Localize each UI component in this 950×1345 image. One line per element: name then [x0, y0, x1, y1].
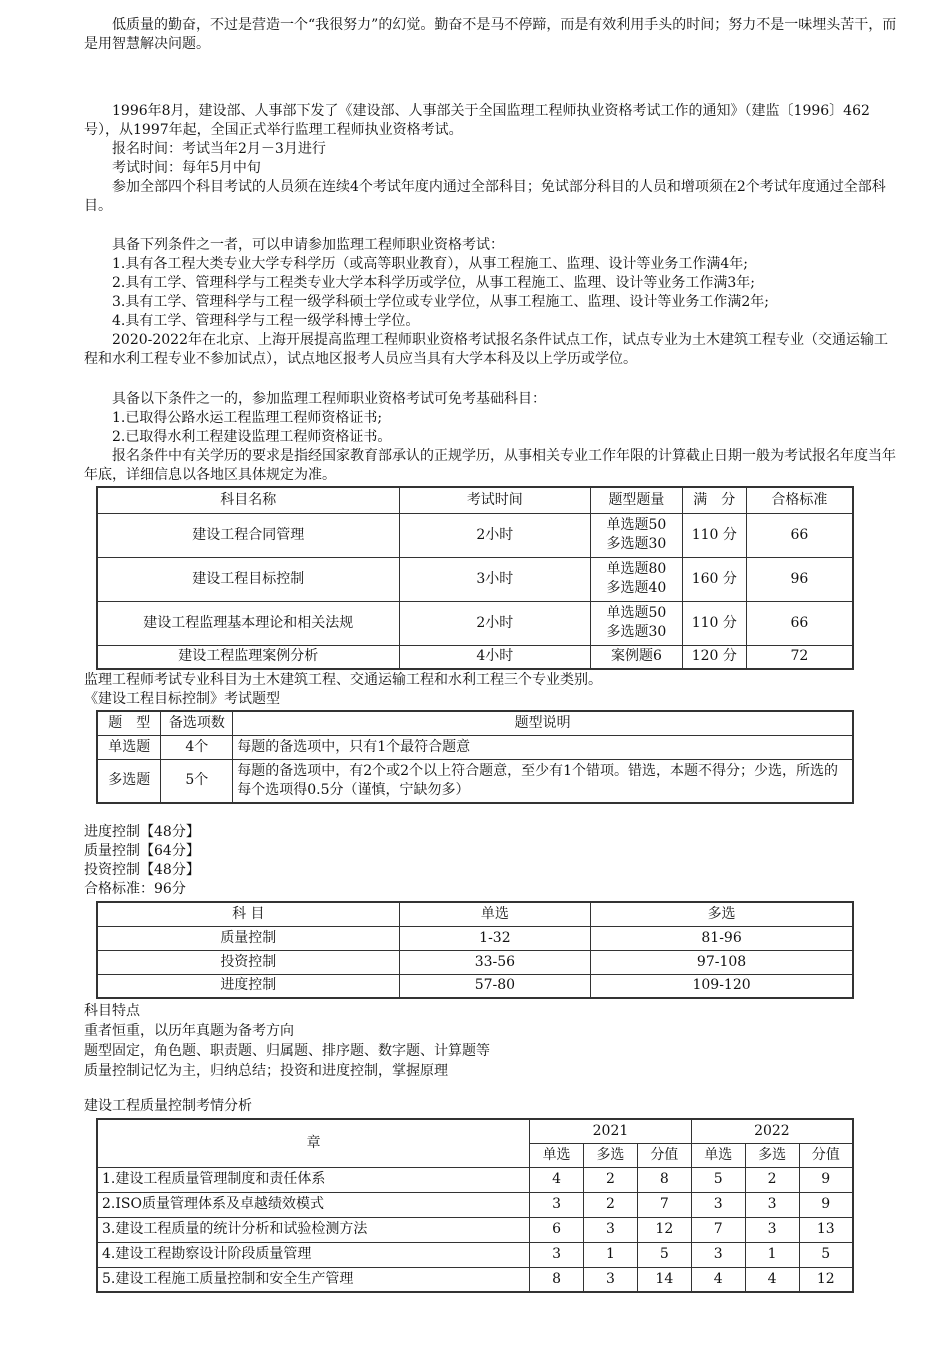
cell-value: 7	[691, 1217, 745, 1242]
feature-item: 重者恒重，以历年真题为备考方向	[84, 1023, 294, 1039]
table-row	[97, 950, 853, 974]
cell-value: 3	[745, 1217, 799, 1242]
cell-value: 3	[584, 1267, 638, 1292]
range-subject: 进度控制	[97, 974, 399, 998]
qtype-desc: 每题的备选项中，有2个或2个以上符合题意，至少有1个错项。错选，本题不得分；少选，所选的每个选项得0.5分（谨慎，宁缺勿多）	[233, 759, 853, 803]
conditions-head: 具备下列条件之一者，可以申请参加监理工程师职业资格考试：	[112, 237, 504, 253]
cell-value: 9	[799, 1192, 853, 1217]
cell-value: 5	[799, 1242, 853, 1267]
ranges-table	[96, 901, 854, 999]
feature-item: 质量控制记忆为主，归纳总结；投资和进度控制，掌握原理	[84, 1063, 448, 1079]
column-header: 单选	[691, 1143, 745, 1167]
column-header: 题型题量	[591, 487, 683, 513]
qtype-count: 5个	[161, 759, 233, 803]
column-header: 单选	[399, 902, 591, 926]
cell-value: 8	[530, 1267, 584, 1292]
type-line: 单选题50	[606, 517, 667, 533]
exam-history-section	[84, 102, 899, 216]
cell-value: 13	[799, 1217, 853, 1242]
subject-time: 2小时	[399, 513, 590, 557]
chapter-name: 5.建设工程施工质量控制和安全生产管理	[97, 1267, 530, 1292]
range-single: 1-32	[399, 926, 591, 950]
pilot-note: 2020-2022年在北京、上海开展提高监理工程师职业资格考试报名条件试点工作，试点专业为土木建筑工程专业（交通运输工程和水利工程专业不参加试点），试点地区报考人员应当具有大学本科及以上学历或学位。	[84, 332, 888, 367]
exempt-head: 具备以下条件之一的，参加监理工程师职业资格考试可免考基础科目：	[112, 391, 546, 407]
scores-section	[84, 823, 899, 899]
intro-paragraph-1: 低质量的勤奋，不过是营造一个“我很努力”的幻觉。勤奋不是马不停蹄，而是有效利用手头的时间；努力不是一味埋头苦干，而是用智慧解决问题。	[84, 17, 897, 52]
majors-note: 监理工程师考试专业科目为土木建筑工程、交通运输工程和水利工程三个专业类别。	[84, 672, 602, 688]
cell-value: 5	[637, 1242, 691, 1267]
subject-pass: 96	[746, 557, 853, 601]
analysis-title: 建设工程质量控制考情分析	[84, 1098, 252, 1114]
table-row	[97, 759, 853, 803]
intro-section	[84, 16, 899, 54]
chapter-name: 4.建设工程勘察设计阶段质量管理	[97, 1242, 530, 1267]
exam-time: 考试时间：每年5月中旬	[112, 160, 261, 176]
year-header: 2022	[691, 1119, 853, 1143]
subject-full: 120 分	[682, 645, 746, 669]
cell-value: 1	[745, 1242, 799, 1267]
column-header: 多选	[745, 1143, 799, 1167]
column-header: 满 分	[682, 487, 746, 513]
subject-types	[591, 513, 683, 557]
chapter-name: 3.建设工程质量的统计分析和试验检测方法	[97, 1217, 530, 1242]
exempt-note: 报名条件中有关学历的要求是指经国家教育部承认的正规学历，从事相关专业工作年限的计算截止日期一般为考试报名年度当年年底，详细信息以各地区具体规定为准。	[84, 448, 896, 483]
score-line: 合格标准：96分	[84, 881, 186, 897]
type-line: 多选题40	[606, 580, 667, 596]
subject-types	[591, 601, 683, 645]
subject-time: 4小时	[399, 645, 590, 669]
exempt-section	[84, 390, 899, 485]
chapter-name: 1.建设工程质量管理制度和责任体系	[97, 1167, 530, 1192]
range-multi: 81-96	[591, 926, 853, 950]
qtype-type: 单选题	[97, 735, 161, 759]
analysis-table	[96, 1118, 854, 1293]
cell-value: 14	[637, 1267, 691, 1292]
subject-pass: 72	[746, 645, 853, 669]
exempt-item: 2.已取得水利工程建设监理工程师资格证书。	[112, 429, 392, 445]
table-row	[97, 1242, 853, 1267]
table-header-row	[97, 711, 853, 735]
table-row	[97, 735, 853, 759]
condition-item: 4.具有工学、管理科学与工程一级学科博士学位。	[112, 313, 420, 329]
table-row	[97, 645, 853, 669]
cell-value: 3	[745, 1192, 799, 1217]
table-header-row	[97, 487, 853, 513]
column-header: 单选	[530, 1143, 584, 1167]
table-row	[97, 926, 853, 950]
year-header: 2021	[530, 1119, 692, 1143]
cell-value: 3	[584, 1217, 638, 1242]
column-header: 题 型	[97, 711, 161, 735]
type-line: 多选题30	[606, 624, 667, 640]
column-header: 题型说明	[233, 711, 853, 735]
features-section	[84, 1001, 899, 1081]
qtype-type: 多选题	[97, 759, 161, 803]
features-title: 科目特点	[84, 1003, 140, 1019]
subject-full: 110 分	[682, 513, 746, 557]
type-line: 单选题80	[606, 561, 667, 577]
cell-value: 7	[637, 1192, 691, 1217]
column-header: 考试时间	[399, 487, 590, 513]
column-header: 科 目	[97, 902, 399, 926]
cell-value: 1	[584, 1242, 638, 1267]
condition-item: 2.具有工学、管理科学与工程类专业大学本科学历或学位，从事工程施工、监理、设计等业务工作满3年;	[112, 275, 755, 291]
cell-value: 2	[745, 1167, 799, 1192]
qtype-title: 《建设工程目标控制》考试题型	[84, 691, 280, 707]
column-header: 多选	[584, 1143, 638, 1167]
table-row	[97, 1217, 853, 1242]
table-row	[97, 513, 853, 557]
exempt-item: 1.已取得公路水运工程监理工程师资格证书;	[112, 410, 383, 426]
range-single: 57-80	[399, 974, 591, 998]
range-subject: 质量控制	[97, 926, 399, 950]
conditions-section	[84, 236, 899, 369]
cell-value: 8	[637, 1167, 691, 1192]
cell-value: 2	[584, 1192, 638, 1217]
feature-item: 题型固定，角色题、职责题、归属题、排序题、数字题、计算题等	[84, 1043, 490, 1059]
chapter-header: 章	[97, 1119, 530, 1167]
table-row	[97, 1267, 853, 1292]
table-row	[97, 1167, 853, 1192]
condition-item: 3.具有工学、管理科学与工程一级学科硕士学位或专业学位，从事工程施工、监理、设计等业务工作满2年;	[112, 294, 769, 310]
table-row	[97, 601, 853, 645]
subjects-table	[96, 486, 854, 670]
score-line: 投资控制【48分】	[84, 862, 200, 878]
subject-full: 110 分	[682, 601, 746, 645]
range-subject: 投资控制	[97, 950, 399, 974]
cell-value: 3	[530, 1192, 584, 1217]
majors-section	[84, 671, 899, 709]
cell-value: 3	[530, 1242, 584, 1267]
pass-rule: 参加全部四个科目考试的人员须在连续4个考试年度内通过全部科目；免试部分科目的人员和增项须在2个考试年度通过全部科目。	[84, 179, 886, 214]
table-row	[97, 1192, 853, 1217]
type-line: 单选题50	[606, 605, 667, 621]
cell-value: 4	[691, 1267, 745, 1292]
type-line: 多选题30	[606, 536, 667, 552]
cell-value: 12	[799, 1267, 853, 1292]
column-header: 合格标准	[746, 487, 853, 513]
column-header: 分值	[637, 1143, 691, 1167]
range-single: 33-56	[399, 950, 591, 974]
cell-value: 4	[530, 1167, 584, 1192]
score-line: 质量控制【64分】	[84, 843, 200, 859]
subject-types: 案例题6	[591, 645, 683, 669]
cell-value: 5	[691, 1167, 745, 1192]
chapter-name: 2.ISO质量管理体系及卓越绩效模式	[97, 1192, 530, 1217]
subject-pass: 66	[746, 601, 853, 645]
range-multi: 109-120	[591, 974, 853, 998]
cell-value: 4	[745, 1267, 799, 1292]
column-header: 分值	[799, 1143, 853, 1167]
intro-paragraph-2: 1996年8月，建设部、人事部下发了《建设部、人事部关于全国监理工程师执业资格考试工作的通知》（建监〔1996〕462号），从1997年起，全国正式举行监理工程师执业资格考试。	[84, 103, 870, 138]
condition-item: 1.具有各工程大类专业大学专科学历（或高等职业教育），从事工程施工、监理、设计等业务工作满4年;	[112, 256, 748, 272]
table-row	[97, 557, 853, 601]
qtype-count: 4个	[161, 735, 233, 759]
column-header: 科目名称	[97, 487, 399, 513]
table-header-row	[97, 902, 853, 926]
cell-value: 2	[584, 1167, 638, 1192]
cell-value: 12	[637, 1217, 691, 1242]
subject-name: 建设工程合同管理	[97, 513, 399, 557]
cell-value: 6	[530, 1217, 584, 1242]
cell-value: 3	[691, 1242, 745, 1267]
cell-value: 3	[691, 1192, 745, 1217]
subject-name: 建设工程监理案例分析	[97, 645, 399, 669]
subject-full: 160 分	[682, 557, 746, 601]
subject-name: 建设工程目标控制	[97, 557, 399, 601]
subject-time: 3小时	[399, 557, 590, 601]
register-time: 报名时间：考试当年2月－3月进行	[112, 141, 326, 157]
table-row	[97, 974, 853, 998]
range-multi: 97-108	[591, 950, 853, 974]
subject-types	[591, 557, 683, 601]
subject-time: 2小时	[399, 601, 590, 645]
cell-value: 9	[799, 1167, 853, 1192]
column-header: 备选项数	[161, 711, 233, 735]
subject-pass: 66	[746, 513, 853, 557]
column-header: 多选	[591, 902, 853, 926]
qtype-desc: 每题的备选项中，只有1个最符合题意	[233, 735, 853, 759]
question-type-table	[96, 710, 854, 804]
analysis-title-block	[84, 1097, 899, 1116]
score-line: 进度控制【48分】	[84, 824, 200, 840]
subject-name: 建设工程监理基本理论和相关法规	[97, 601, 399, 645]
table-header-row	[97, 1119, 853, 1143]
